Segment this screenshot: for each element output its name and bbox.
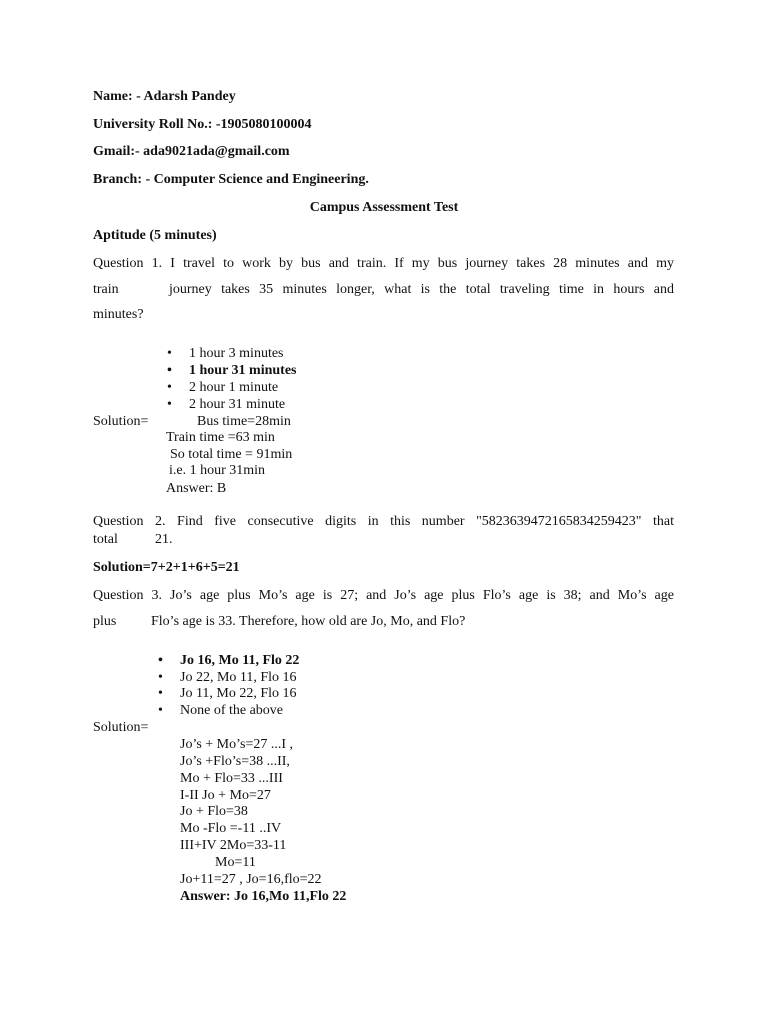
q1-solution-line: Bus time=28min bbox=[197, 414, 291, 429]
q3-solution-line: Mo + Flo=33 ...III bbox=[180, 771, 283, 786]
q1-option-b: • 1 hour 31 minutes bbox=[167, 363, 297, 378]
q3-solution-line: Jo+11=27 , Jo=16,flo=22 bbox=[180, 872, 322, 887]
q3-solution-line: I-II Jo + Mo=27 bbox=[180, 788, 271, 803]
q1-line2b: journey takes 35 minutes longer, what is the total traveling time in hours and bbox=[169, 282, 674, 297]
q3-solution-label: Solution= bbox=[93, 720, 149, 735]
q3-line1: Question 3. Jo’s age plus Mo’s age is 27; and Jo’s age plus Flo’s age is 38; and Mo’s age bbox=[93, 588, 674, 603]
roll-number: University Roll No.: -1905080100004 bbox=[93, 117, 312, 132]
q3-option-a: • Jo 16, Mo 11, Flo 22 bbox=[158, 653, 300, 668]
q3-solution-line: Jo’s + Mo’s=27 ...I , bbox=[180, 737, 294, 752]
q1-option-a: • 1 hour 3 minutes bbox=[167, 346, 284, 361]
q2-line1: Question 2. Find five consecutive digits in this number "5823639472165834259423" that bbox=[93, 514, 674, 529]
q3-line2b: Flo’s age is 33. Therefore, how old are Jo, Mo, and Flo? bbox=[151, 614, 466, 629]
q2-line2b: 21. bbox=[155, 532, 173, 547]
q2-solution: Solution=7+2+1+6+5=21 bbox=[93, 560, 240, 575]
q3-solution-line: Jo + Flo=38 bbox=[180, 804, 248, 819]
q1-solution-label: Solution= bbox=[93, 414, 149, 429]
q3-line2a: plus bbox=[93, 614, 117, 629]
q1-line1: Question 1. I travel to work by bus and train. If my bus journey takes 28 minutes and my bbox=[93, 256, 674, 271]
q3-solution-line: III+IV 2Mo=33-11 bbox=[180, 838, 287, 853]
q3-option-b: • Jo 22, Mo 11, Flo 16 bbox=[158, 670, 297, 685]
q3-solution-line: Jo’s +Flo’s=38 ...II, bbox=[180, 754, 290, 769]
student-name: Name: - Adarsh Pandey bbox=[93, 89, 236, 104]
q3-option-c: • Jo 11, Mo 22, Flo 16 bbox=[158, 686, 297, 701]
q1-solution-line: Train time =63 min bbox=[166, 430, 275, 445]
q3-answer: Answer: Jo 16,Mo 11,Flo 22 bbox=[180, 889, 347, 904]
gmail: Gmail:- ada9021ada@gmail.com bbox=[93, 144, 290, 159]
q3-option-d: • None of the above bbox=[158, 703, 284, 718]
q3-solution-line: Mo -Flo =-11 ..IV bbox=[180, 821, 282, 836]
q1-solution-line: i.e. 1 hour 31min bbox=[169, 463, 266, 478]
q1-answer: Answer: B bbox=[166, 481, 227, 496]
q1-line3: minutes? bbox=[93, 307, 144, 322]
q1-option-c: • 2 hour 1 minute bbox=[167, 380, 279, 395]
q1-line2a: train bbox=[93, 282, 119, 297]
section-heading: Aptitude (5 minutes) bbox=[93, 228, 217, 243]
branch: Branch: - Computer Science and Engineering. bbox=[93, 172, 369, 187]
q2-line2a: total bbox=[93, 532, 118, 547]
q1-option-d: • 2 hour 31 minute bbox=[167, 397, 286, 412]
q1-solution-line: So total time = 91min bbox=[170, 447, 293, 462]
document-title: Campus Assessment Test bbox=[309, 200, 459, 215]
q3-solution-line: Mo=11 bbox=[215, 855, 256, 870]
